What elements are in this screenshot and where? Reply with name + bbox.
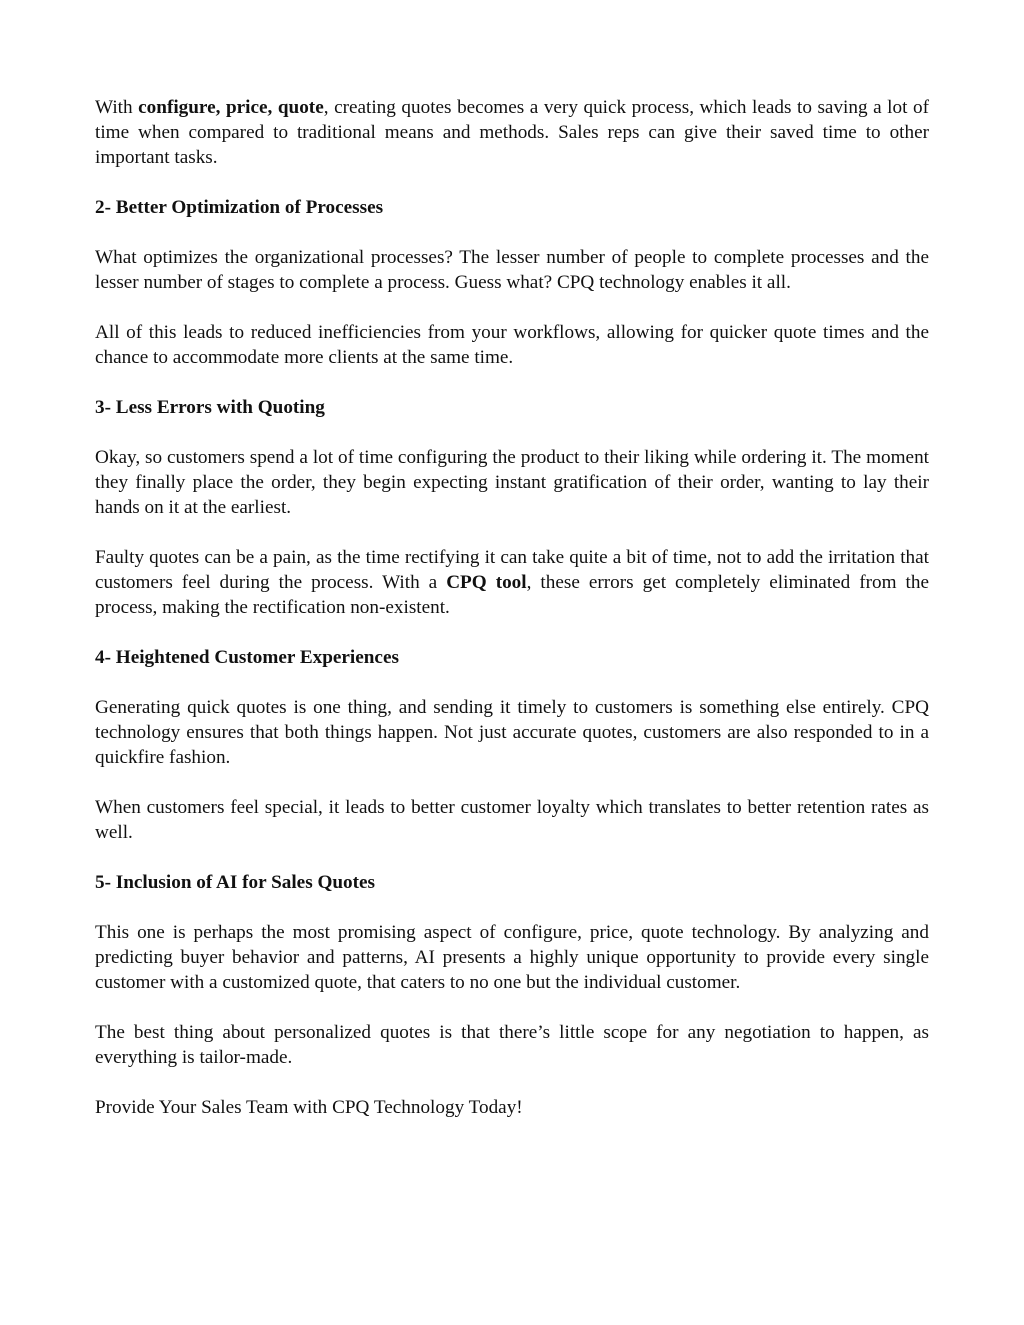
- cpq-tool-bold-term: CPQ tool: [446, 572, 527, 593]
- customers-paragraph: Okay, so customers spend a lot of time configuring the product to their liking while ordering it. The moment they finally place the order, they begin expecting instant gratification of their order, wanting to lay their hands on it at the earliest.: [95, 447, 929, 518]
- faulty-quotes-paragraph: [95, 545, 929, 620]
- section-heading-optimization: 2- Better Optimization of Processes: [95, 197, 384, 218]
- optimization-paragraph: What optimizes the organizational processes? The lesser number of people to complete processes and the lesser number of stages to complete a process. Guess what? CPQ technology enables it all.: [95, 247, 929, 293]
- faulty-quotes-text-start: Faulty quotes can be a pain, as the time rectifying it can take quite a bit of time, not to add the irritation that customers feel during the process. With a: [95, 547, 929, 593]
- section-heading-ai: 5- Inclusion of AI for Sales Quotes: [95, 872, 376, 893]
- cpq-bold-term: configure, price, quote: [138, 97, 324, 118]
- intro-paragraph: [95, 95, 929, 170]
- closing-line: Provide Your Sales Team with CPQ Technology Today!: [95, 1097, 523, 1118]
- section-heading-experiences: 4- Heightened Customer Experiences: [95, 647, 399, 668]
- inefficiencies-paragraph: All of this leads to reduced inefficiencies from your workflows, allowing for quicker quote times and the chance to accommodate more clients at the same time.: [95, 322, 929, 368]
- personalized-quotes-paragraph: The best thing about personalized quotes is that there’s little scope for any negotiation to happen, as everything is tailor-made.: [95, 1022, 929, 1068]
- loyalty-paragraph: When customers feel special, it leads to better customer loyalty which translates to better retention rates as well.: [95, 797, 929, 843]
- intro-text-end: , creating quotes becomes a very quick process, which leads to saving a lot of time when compared to traditional means and methods. Sales reps can give their saved time to other important tasks.: [95, 97, 929, 168]
- ai-paragraph: This one is perhaps the most promising aspect of configure, price, quote technology. By analyzing and predicting buyer behavior and patterns, AI presents a highly unique opportunity to provide every single customer with a customized quote, that caters to no one but the individual customer.: [95, 922, 929, 993]
- document-page: [95, 95, 929, 1145]
- section-heading-errors: 3- Less Errors with Quoting: [95, 397, 325, 418]
- quick-quotes-paragraph: Generating quick quotes is one thing, and sending it timely to customers is something else entirely. CPQ technology ensures that both things happen. Not just accurate quotes, customers are also responded to in a quickfire fashion.: [95, 697, 929, 768]
- intro-text-start: With: [95, 97, 139, 118]
- faulty-quotes-text-end: , these errors get completely eliminated from the process, making the rectification non-existent.: [95, 572, 929, 618]
